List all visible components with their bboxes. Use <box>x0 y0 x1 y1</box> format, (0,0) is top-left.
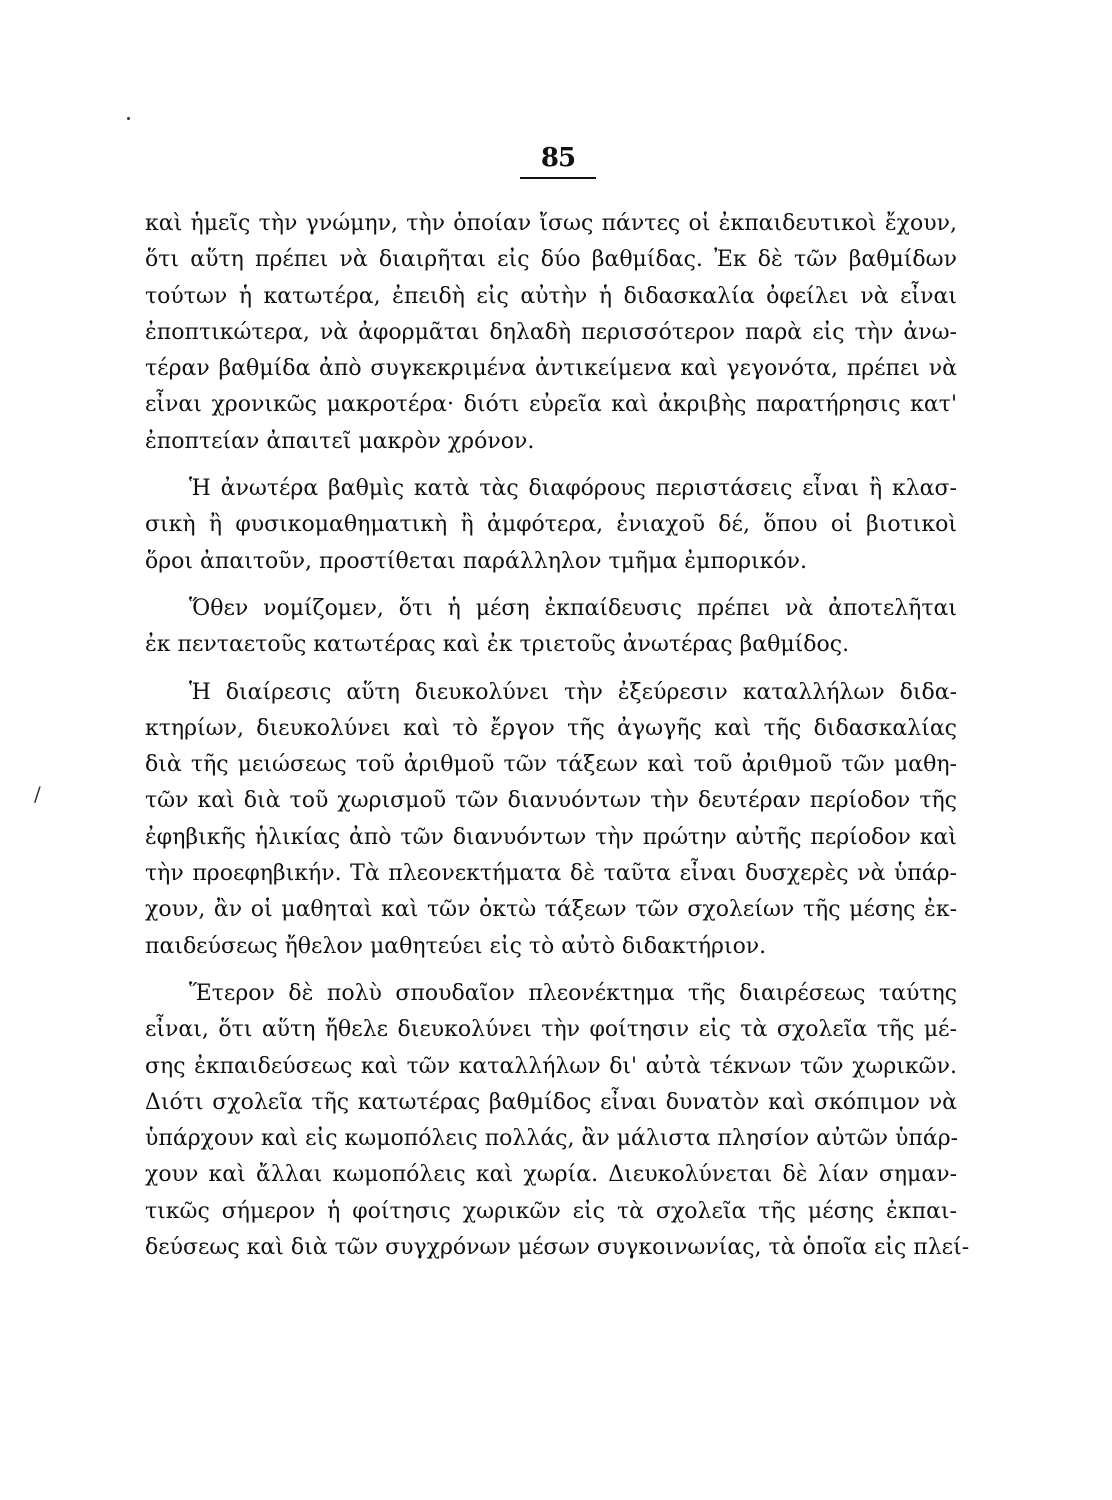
text-line: τικῶς σήμερον ἡ φοίτησις χωρικῶν εἰς τὰ σχολεῖα τῆς μέσης ἐκπαι- <box>145 1198 957 1224</box>
text-line: Ἡ ἀνωτέρα βαθμὶς κατὰ τὰς διαφόρους περιστάσεις εἶναι ἢ κλασ- <box>189 476 957 502</box>
text-line: ὅτι αὕτη πρέπει νὰ διαιρῆται εἰς δύο βαθμίδας. Ἐκ δὲ τῶν βαθμίδων <box>145 247 957 273</box>
text-line: Ὅθεν νομίζομεν, ὅτι ἡ μέση ἐκπαίδευσις πρέπει νὰ ἀποτελῆται <box>189 595 957 621</box>
text-line: καὶ ἡμεῖς τὴν γνώμην, τὴν ὁποίαν ἴσως πάντες οἱ ἐκπαιδευτικοὶ ἔχουν, <box>145 211 957 236</box>
text-line: τέραν βαθμίδα ἀπὸ συγκεκριμένα ἀντικείμενα καὶ γεγονότα, πρέπει νὰ <box>145 356 957 382</box>
body-text <box>145 206 970 1266</box>
paragraph-1 <box>145 206 957 460</box>
text-line: τῶν καὶ διὰ τοῦ χωρισμοῦ τῶν διανυόντων τὴν δευτέραν περίοδον τῆς <box>145 788 957 814</box>
margin-pencil-mark: / <box>34 782 41 806</box>
text-line: διὰ τῆς μειώσεως τοῦ ἀριθμοῦ τῶν τάξεων καὶ τοῦ ἀριθμοῦ τῶν μαθη- <box>145 752 957 778</box>
text-line: εἶναι χρονικῶς μακροτέρα· διότι εὐρεῖα καὶ ἀκριβὴς παρατήρησις κατ' <box>145 392 957 418</box>
page-number: 85 <box>540 143 576 173</box>
text-line: Διότι σχολεῖα τῆς κατωτέρας βαθμίδος εἶναι δυνατὸν καὶ σκόπιμον νὰ <box>145 1089 957 1115</box>
paragraph-3 <box>145 591 957 664</box>
ink-speck <box>127 117 130 120</box>
text-line: ὅροι ἀπαιτοῦν, προστίθεται παράλληλον τμῆμα ἐμπορικόν. <box>145 548 807 574</box>
paragraph-2 <box>145 471 957 580</box>
paragraph-4 <box>145 675 957 965</box>
text-line: Ἕτερον δὲ πολὺ σπουδαῖον πλεονέκτημα τῆς διαιρέσεως ταύτης <box>189 980 957 1006</box>
text-line: ἐποπτείαν ἀπαιτεῖ μακρὸν χρόνον. <box>145 428 535 454</box>
text-line: χουν καὶ ἄλλαι κωμοπόλεις καὶ χωρία. Διευκολύνεται δὲ λίαν σημαν- <box>145 1162 957 1188</box>
text-line: ἐφηβικῆς ἡλικίας ἀπὸ τῶν διανυόντων τὴν πρώτην αὐτῆς περίοδον καὶ <box>145 824 957 850</box>
text-line: δεύσεως καὶ διὰ τῶν συγχρόνων μέσων συγκοινωνίας, τὰ ὁποῖα εἰς πλεί- <box>145 1235 970 1261</box>
text-line: σικὴ ἢ φυσικομαθηματικὴ ἢ ἀμφότερα, ἐνιαχοῦ δέ, ὅπου οἱ βιοτικοὶ <box>145 512 957 538</box>
text-line: σης ἐκπαιδεύσεως καὶ τῶν καταλλήλων δι' αὐτὰ τέκνων τῶν χωρικῶν. <box>145 1053 957 1079</box>
text-line: χουν, ἂν οἱ μαθηταὶ καὶ τῶν ὀκτὼ τάξεων τῶν σχολείων τῆς μέσης ἐκ- <box>145 897 957 923</box>
text-line: τὴν προεφηβικήν. Τὰ πλεονεκτήματα δὲ ταῦτα εἶναι δυσχερὲς νὰ ὑπάρ- <box>145 861 957 887</box>
paragraph-5 <box>145 976 970 1266</box>
page-number-rule <box>520 177 596 179</box>
text-line: Ἡ διαίρεσις αὕτη διευκολύνει τὴν ἐξεύρεσιν καταλλήλων διδα- <box>189 679 957 705</box>
text-line: εἶναι, ὅτι αὕτη ἤθελε διευκολύνει τὴν φοίτησιν εἰς τὰ σχολεῖα τῆς μέ- <box>145 1017 957 1043</box>
text-line: ἐκ πενταετοῦς κατωτέρας καὶ ἐκ τριετοῦς ἀνωτέρας βαθμίδος. <box>145 632 850 658</box>
text-line: ὑπάρχουν καὶ εἰς κωμοπόλεις πολλάς, ἂν μάλιστα πλησίον αὐτῶν ὑπάρ- <box>145 1126 959 1152</box>
text-line: τούτων ἡ κατωτέρα, ἐπειδὴ εἰς αὐτὴν ἡ διδασκαλία ὀφείλει νὰ εἶναι <box>145 283 957 309</box>
text-line: ἐποπτικώτερα, νὰ ἀφορμᾶται δηλαδὴ περισσότερον παρὰ εἰς τὴν ἀνω- <box>145 319 957 345</box>
text-line: κτηρίων, διευκολύνει καὶ τὸ ἔργον τῆς ἀγωγῆς καὶ τῆς διδασκαλίας <box>145 715 957 741</box>
text-line: παιδεύσεως ἤθελον μαθητεύει εἰς τὸ αὐτὸ διδακτήριον. <box>145 933 767 959</box>
